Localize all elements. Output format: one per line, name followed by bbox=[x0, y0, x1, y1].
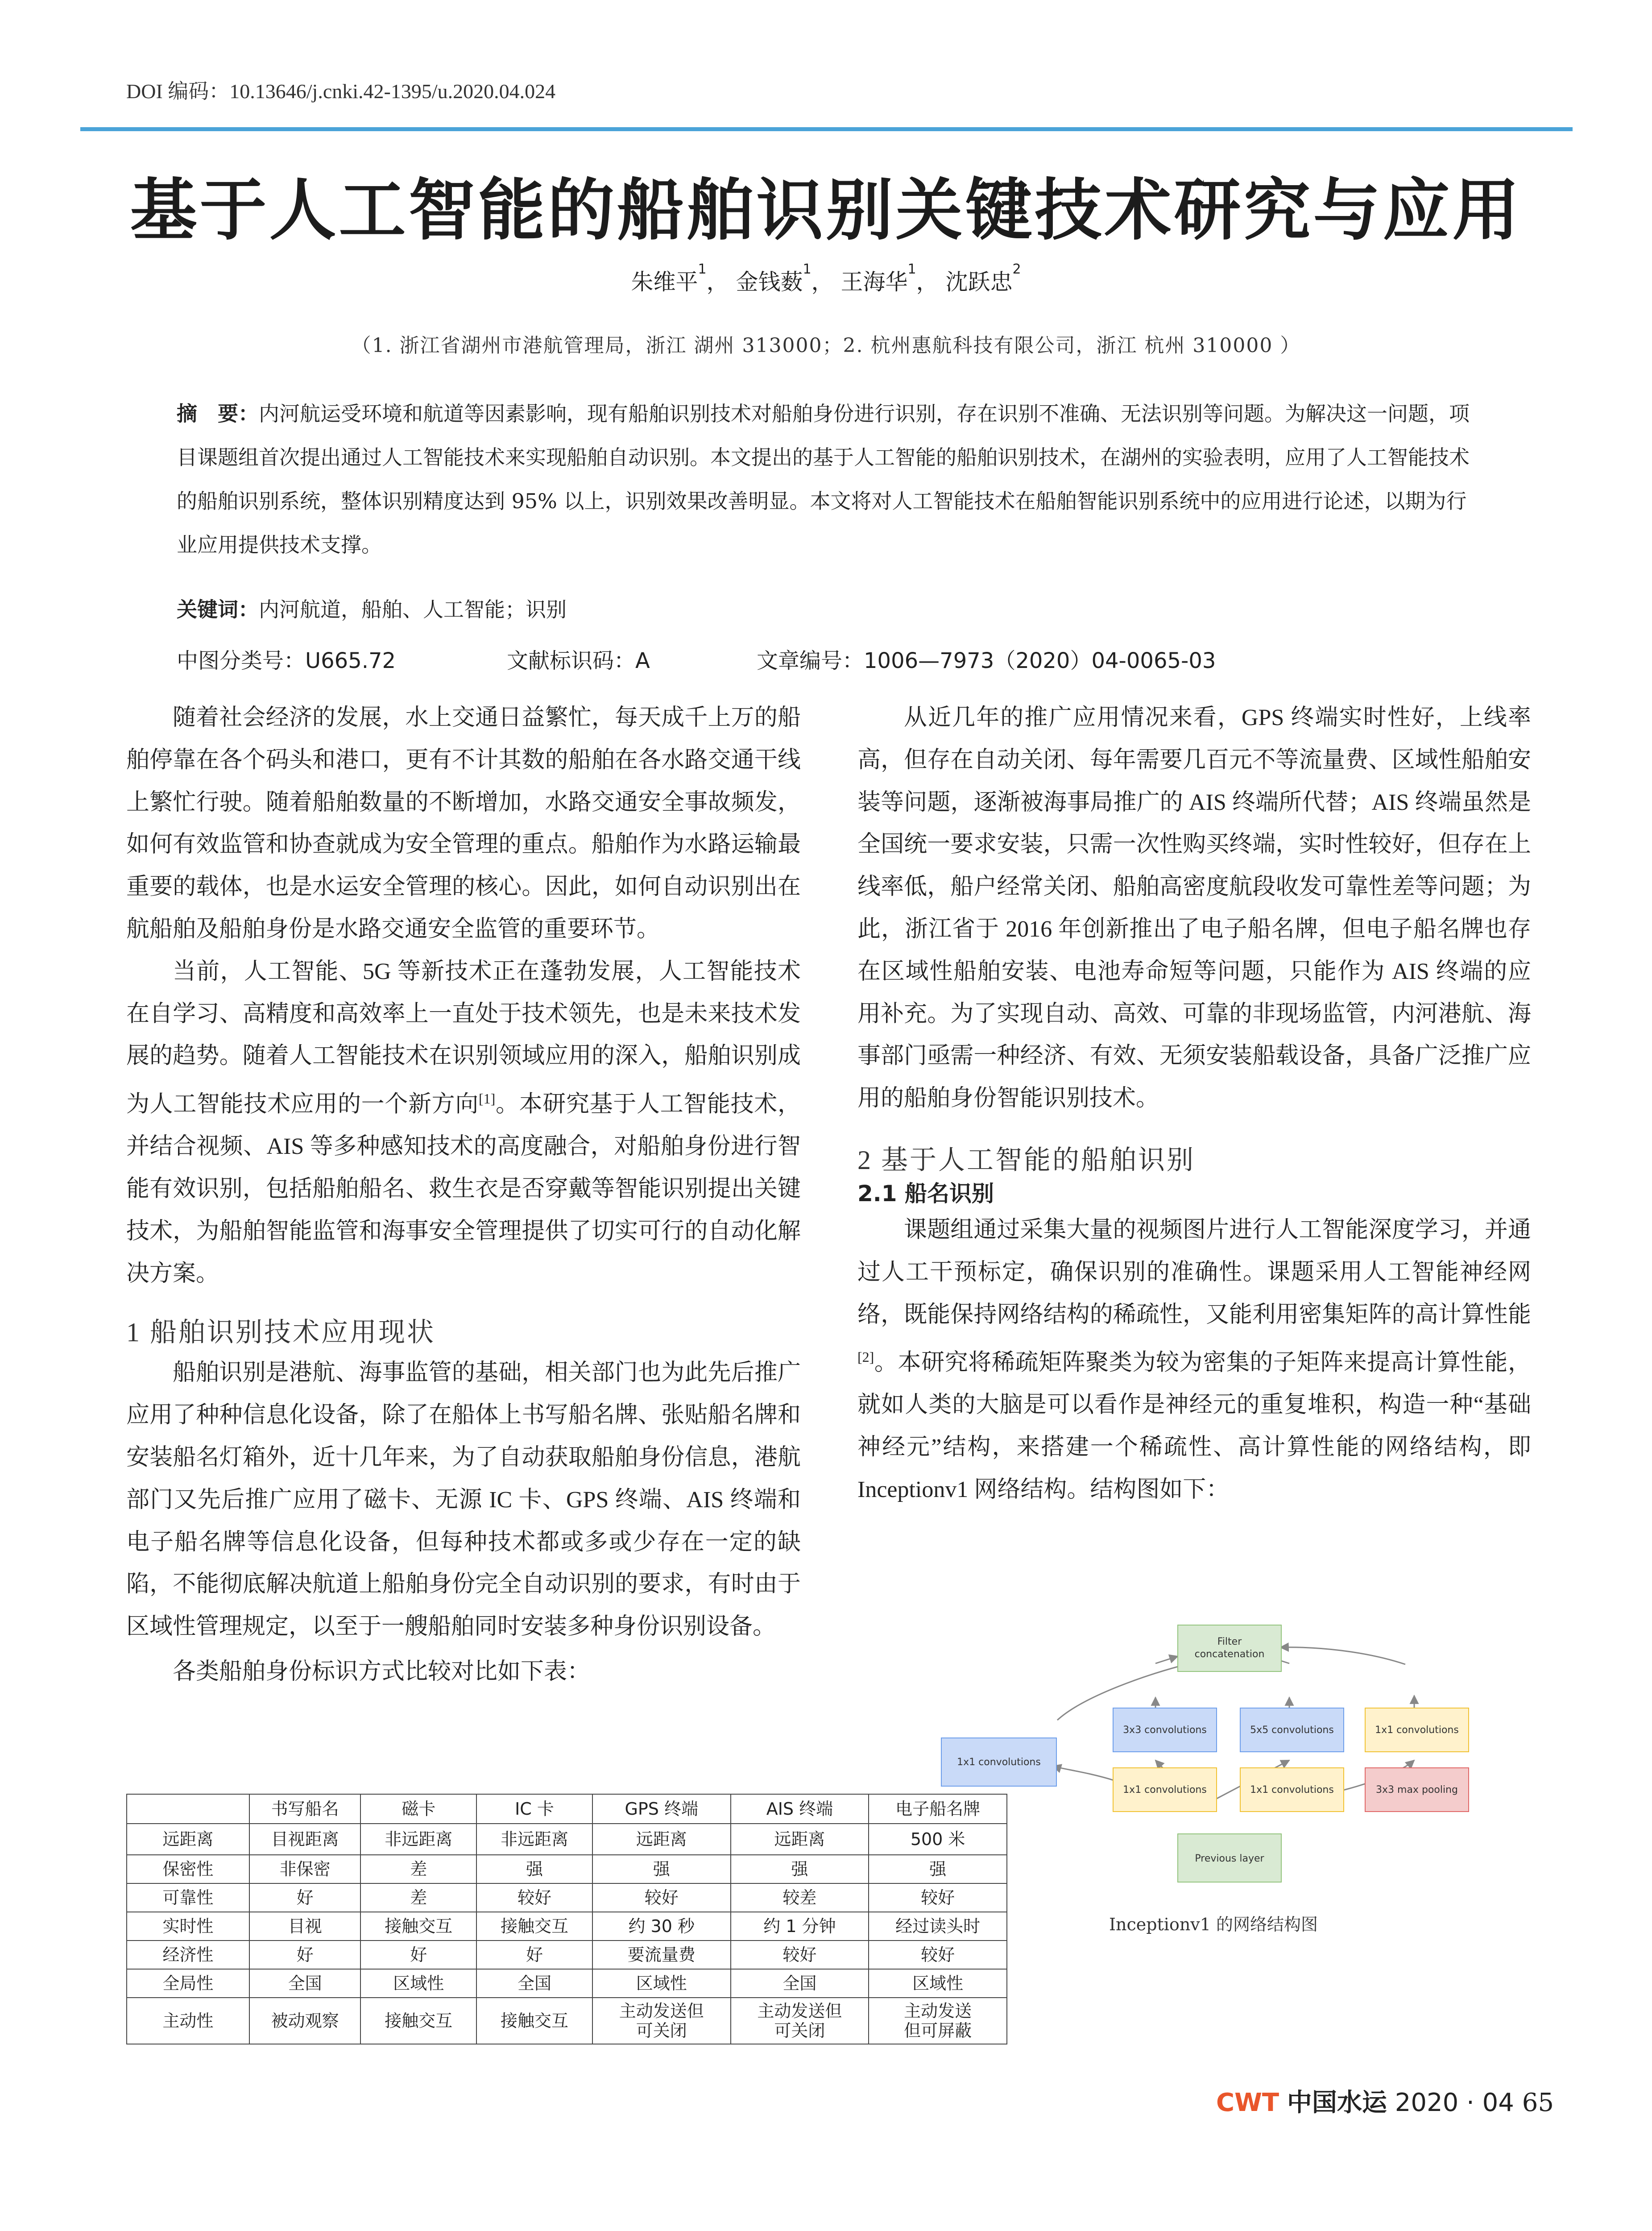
table-cell: 好 bbox=[476, 1941, 592, 1969]
paragraph-text: 课题组通过采集大量的视频图片进行人工智能深度学习，并通过人工干预标定，确保识别的准确性。课题采用人工智能神经网络，既能保持网络结构的稀疏性，又能利用密集矩阵的高计算性能 bbox=[857, 1217, 1531, 1327]
abstract-text: 内河航运受环境和航道等因素影响，现有船舶识别技术对船舶身份进行识别，存在识别不准确、无法识别等问题。为解决这一问题，项目课题组首次提出通过人工智能技术来实现船舶自动识别。本文提出的基于人工智能的船舶识别技术，在湖州的实验表明，应用了人工智能技术的船舶识别系统，整体识别精度达到 95% 以上，识别效果改善明显。本文将对人工智能技术在船舶智能识别系统中的应用进行论述，以期为行业应用提供技术支撑。 bbox=[177, 402, 1470, 557]
node-label: 5x5 convolutions bbox=[1250, 1725, 1334, 1736]
table-cell: 远距离 bbox=[592, 1824, 731, 1855]
paragraph: 各类船舶身份标识方式比较对比如下表： bbox=[173, 1659, 591, 1685]
abstract-label: 摘 要： bbox=[177, 402, 259, 426]
paragraph: 从近几年的推广应用情况来看，GPS 终端实时性好，上线率高，但存在自动关闭、每年需要几百元不等流量费、区域性船舶安装等问题，逐渐被海事局推广的 AIS 终端所代替；AIS 终端虽然是全国统一要求安装，只需一次性购买终端，实时性较好，但存在上线率低，船户经常关闭、船舶高密度航段收发可靠性差等问题；为此，浙江省于 2016 年创新推出了电子船名牌，但电子船名牌也存在区域性船舶安装、电池寿命短等问题，只能作为 AIS 终端的应用补充。为了实现自动、高效、可靠的非现场监管，内河港航、海事部门亟需一种经济、有效、无须安装船载设备，具备广泛推广应用的船舶身份智能识别技术。 bbox=[857, 705, 1531, 1111]
table-cell: 主动发送但 可关闭 bbox=[731, 1998, 869, 2044]
table-cell: 经过读头时 bbox=[869, 1912, 1007, 1941]
table-cell: 强 bbox=[731, 1855, 869, 1883]
table-cell: 较好 bbox=[869, 1883, 1007, 1912]
table-cell: 接触交互 bbox=[360, 1998, 476, 2044]
table-cell: 500 米 bbox=[869, 1824, 1007, 1855]
keywords-text: 内河航道，船舶、人工智能；识别 bbox=[259, 597, 567, 622]
node-label: 3x3 max pooling bbox=[1376, 1784, 1458, 1796]
table-cell: 较好 bbox=[869, 1941, 1007, 1969]
table-cell: 较好 bbox=[731, 1941, 869, 1969]
table-cell: 较好 bbox=[592, 1883, 731, 1912]
table-header-cell: 磁卡 bbox=[360, 1794, 476, 1824]
table-cell: 全局性 bbox=[127, 1969, 249, 1998]
table-cell: 非远距离 bbox=[476, 1824, 592, 1855]
paragraph-text: 。本研究基于人工智能技术，并结合视频、AIS 等多种感知技术的高度融合，对船舶身份进行智能有效识别，包括船舶船名、救生衣是否穿戴等智能识别提出关键技术，为船舶智能监管和海事安全管理提供了切实可行的自动化解决方案。 bbox=[126, 1091, 801, 1286]
table-cell: 远距离 bbox=[731, 1824, 869, 1855]
node-label: Previous layer bbox=[1195, 1853, 1264, 1864]
page-number: 65 bbox=[1522, 2088, 1554, 2117]
section-heading: 2 基于人工智能的船舶识别 bbox=[857, 1145, 1195, 1175]
table-row bbox=[127, 1941, 1007, 1969]
table-row bbox=[127, 1998, 1007, 2044]
table-cell: 远距离 bbox=[127, 1824, 249, 1855]
keywords-label: 关键词： bbox=[177, 597, 259, 622]
paragraph-text: 当前，人工智能、5G 等新技术正在蓬勃发展，人工智能技术在自学习、高精度和高效率上一直处于技术领先，也是未来技术发展的趋势。随着人工智能技术在识别领域应用的深入，船舶识别成为人工智能技术应用的一个新方向 bbox=[126, 958, 801, 1117]
author-affil-mark: 1 bbox=[698, 261, 707, 277]
table-row bbox=[127, 1883, 1007, 1912]
table-header-cell bbox=[127, 1794, 249, 1824]
table-cell: 较差 bbox=[731, 1883, 869, 1912]
table-header-cell: 书写船名 bbox=[249, 1794, 361, 1824]
issue-number: 2020 · 04 bbox=[1395, 2088, 1514, 2117]
table-cell: 经济性 bbox=[127, 1941, 249, 1969]
table-cell: 强 bbox=[869, 1855, 1007, 1883]
table-cell: 主动性 bbox=[127, 1998, 249, 2044]
paragraph: 随着社会经济的发展，水上交通日益繁忙，每天成千上万的船舶停靠在各个码头和港口，更有不计其数的船舶在各水路交通干线上繁忙行驶。随着船舶数量的不断增加，水路交通安全事故频发，如何有效监管和协查就成为安全管理的重点。船舶作为水路运输最重要的载体，也是水运安全管理的核心。因此，如何自动识别出在航船舶及船舶身份是水路交通安全监管的重要环节。 bbox=[126, 705, 801, 942]
inception-diagram bbox=[937, 1624, 1490, 1892]
page-footer bbox=[1216, 2083, 1554, 2119]
edge bbox=[1155, 1656, 1178, 1663]
node-label: 3x3 convolutions bbox=[1123, 1725, 1207, 1736]
table-header-cell: AIS 终端 bbox=[731, 1794, 869, 1824]
node-label: 1x1 convolutions bbox=[1375, 1725, 1459, 1736]
table-cell: 全国 bbox=[476, 1969, 592, 1998]
table-row bbox=[127, 1824, 1007, 1855]
table-cell: 好 bbox=[249, 1883, 361, 1912]
figure-caption: Inceptionv1 的网络结构图 bbox=[1109, 1915, 1318, 1934]
article-number: 文章编号：1006—7973（2020）04-0065-03 bbox=[757, 648, 1216, 673]
table-cell: 差 bbox=[360, 1855, 476, 1883]
paragraph: 船舶识别是港航、海事监管的基础，相关部门也为此先后推广应用了种种信息化设备，除了在船体上书写船名牌、张贴船名牌和安装船名灯箱外，近十几年来，为了自动获取船舶身份信息，港航部门又先后推广应用了磁卡、无源 IC 卡、GPS 终端、AIS 终端和电子船名牌等信息化设备，但每种技术都或多或少存在一定的缺陷，不能彻底解决航道上船舶身份完全自动识别的要求，有时由于区域性管理规定，以至于一艘船舶同时安装多种身份识别设备。 bbox=[126, 1360, 801, 1640]
paragraph bbox=[857, 1209, 1531, 1511]
table-cell: 差 bbox=[360, 1883, 476, 1912]
table-cell: 全国 bbox=[249, 1969, 361, 1998]
table-row bbox=[127, 1969, 1007, 1998]
table-cell: 好 bbox=[360, 1941, 476, 1969]
table-cell: 区域性 bbox=[360, 1969, 476, 1998]
table-cell: 非远距离 bbox=[360, 1824, 476, 1855]
header-rule bbox=[80, 127, 1573, 131]
table-cell: 保密性 bbox=[127, 1855, 249, 1883]
table-cell: 非保密 bbox=[249, 1855, 361, 1883]
citation-ref: [2] bbox=[857, 1349, 874, 1365]
doi-line: DOI 编码：10.13646/j.cnki.42-1395/u.2020.04.024 bbox=[126, 80, 556, 103]
table-cell: 区域性 bbox=[869, 1969, 1007, 1998]
article-title: 基于人工智能的船舶识别关键技术研究与应用 bbox=[130, 171, 1522, 249]
node-label-line: concatenation bbox=[1194, 1649, 1265, 1660]
subsection-heading: 2.1 船名识别 bbox=[857, 1180, 994, 1207]
author-name: 金钱薮 bbox=[736, 269, 803, 295]
citation-ref: [1] bbox=[479, 1091, 496, 1107]
paragraph-text: 。本研究将稀疏矩阵聚类为较为密集的子矩阵来提高计算性能，就如人类的大脑是可以看作是神经元的重复堆积，构造一种“基础神经元”结构，来搭建一个稀疏性、高计算性能的网络结构，即 Inceptionv1 网络结构。结构图如下： bbox=[857, 1350, 1531, 1503]
journal-logo: CWT bbox=[1216, 2088, 1279, 2117]
table-row bbox=[127, 1912, 1007, 1941]
keywords bbox=[177, 593, 1477, 623]
table-header-row bbox=[127, 1794, 1007, 1824]
author-affil-mark: 2 bbox=[1012, 261, 1021, 277]
node-label: 1x1 convolutions bbox=[1250, 1784, 1334, 1796]
table-header-cell: GPS 终端 bbox=[592, 1794, 731, 1824]
table-cell: 较好 bbox=[476, 1883, 592, 1912]
table-cell: 被动观察 bbox=[249, 1998, 361, 2044]
table-cell: 全国 bbox=[731, 1969, 869, 1998]
table-cell: 可靠性 bbox=[127, 1883, 249, 1912]
author-affil-mark: 1 bbox=[907, 261, 916, 277]
table-cell: 接触交互 bbox=[476, 1998, 592, 2044]
table-cell: 实时性 bbox=[127, 1912, 249, 1941]
affiliations: （1. 浙江省湖州市港航管理局，浙江 湖州 313000；2. 杭州惠航科技有限公司，浙江 杭州 310000 ） bbox=[351, 334, 1301, 357]
table-header-cell: IC 卡 bbox=[476, 1794, 592, 1824]
section-heading: 1 船舶识别技术应用现状 bbox=[126, 1318, 435, 1348]
table-cell: 目视 bbox=[249, 1912, 361, 1941]
edge bbox=[1280, 1647, 1405, 1664]
table-cell: 主动发送 但可屏蔽 bbox=[869, 1998, 1007, 2044]
table-cell: 好 bbox=[249, 1941, 361, 1969]
table-row bbox=[127, 1855, 1007, 1883]
clc-number: 中图分类号：U665.72 bbox=[177, 648, 396, 673]
right-column bbox=[857, 697, 1531, 1511]
table-cell: 强 bbox=[476, 1855, 592, 1883]
table-cell: 约 1 分钟 bbox=[731, 1912, 869, 1941]
table-cell: 约 30 秒 bbox=[592, 1912, 731, 1941]
node-label: 1x1 convolutions bbox=[1123, 1784, 1207, 1796]
diagram-nodes bbox=[941, 1625, 1469, 1882]
journal-name: 中国水运 bbox=[1287, 2088, 1387, 2117]
filter-concat-node bbox=[1178, 1625, 1281, 1671]
table-cell: 接触交互 bbox=[360, 1912, 476, 1941]
paragraph bbox=[126, 951, 801, 1295]
abstract bbox=[177, 392, 1477, 567]
table-cell: 强 bbox=[592, 1855, 731, 1883]
author-list: 朱维平$^1$， 金钱薮$^1$， 王海华$^1$， 沈跃忠$^2$ bbox=[631, 261, 1021, 295]
table-cell: 目视距离 bbox=[249, 1824, 361, 1855]
node-label: 1x1 convolutions bbox=[957, 1757, 1041, 1768]
table-cell: 主动发送但 可关闭 bbox=[592, 1998, 731, 2044]
document-code: 文献标识码：A bbox=[507, 648, 650, 673]
author-affil-mark: 1 bbox=[803, 261, 812, 277]
table-cell: 区域性 bbox=[592, 1969, 731, 1998]
table-cell: 接触交互 bbox=[476, 1912, 592, 1941]
author-name: 沈跃忠 bbox=[945, 269, 1013, 295]
table-cell: 要流量费 bbox=[592, 1941, 731, 1969]
table-header-cell: 电子船名牌 bbox=[869, 1794, 1007, 1824]
comparison-table bbox=[126, 1794, 1007, 2044]
author-name: 朱维平 bbox=[631, 269, 698, 295]
left-column bbox=[126, 697, 801, 1693]
author-name: 王海华 bbox=[840, 269, 908, 295]
node-label-line: Filter bbox=[1217, 1636, 1242, 1647]
